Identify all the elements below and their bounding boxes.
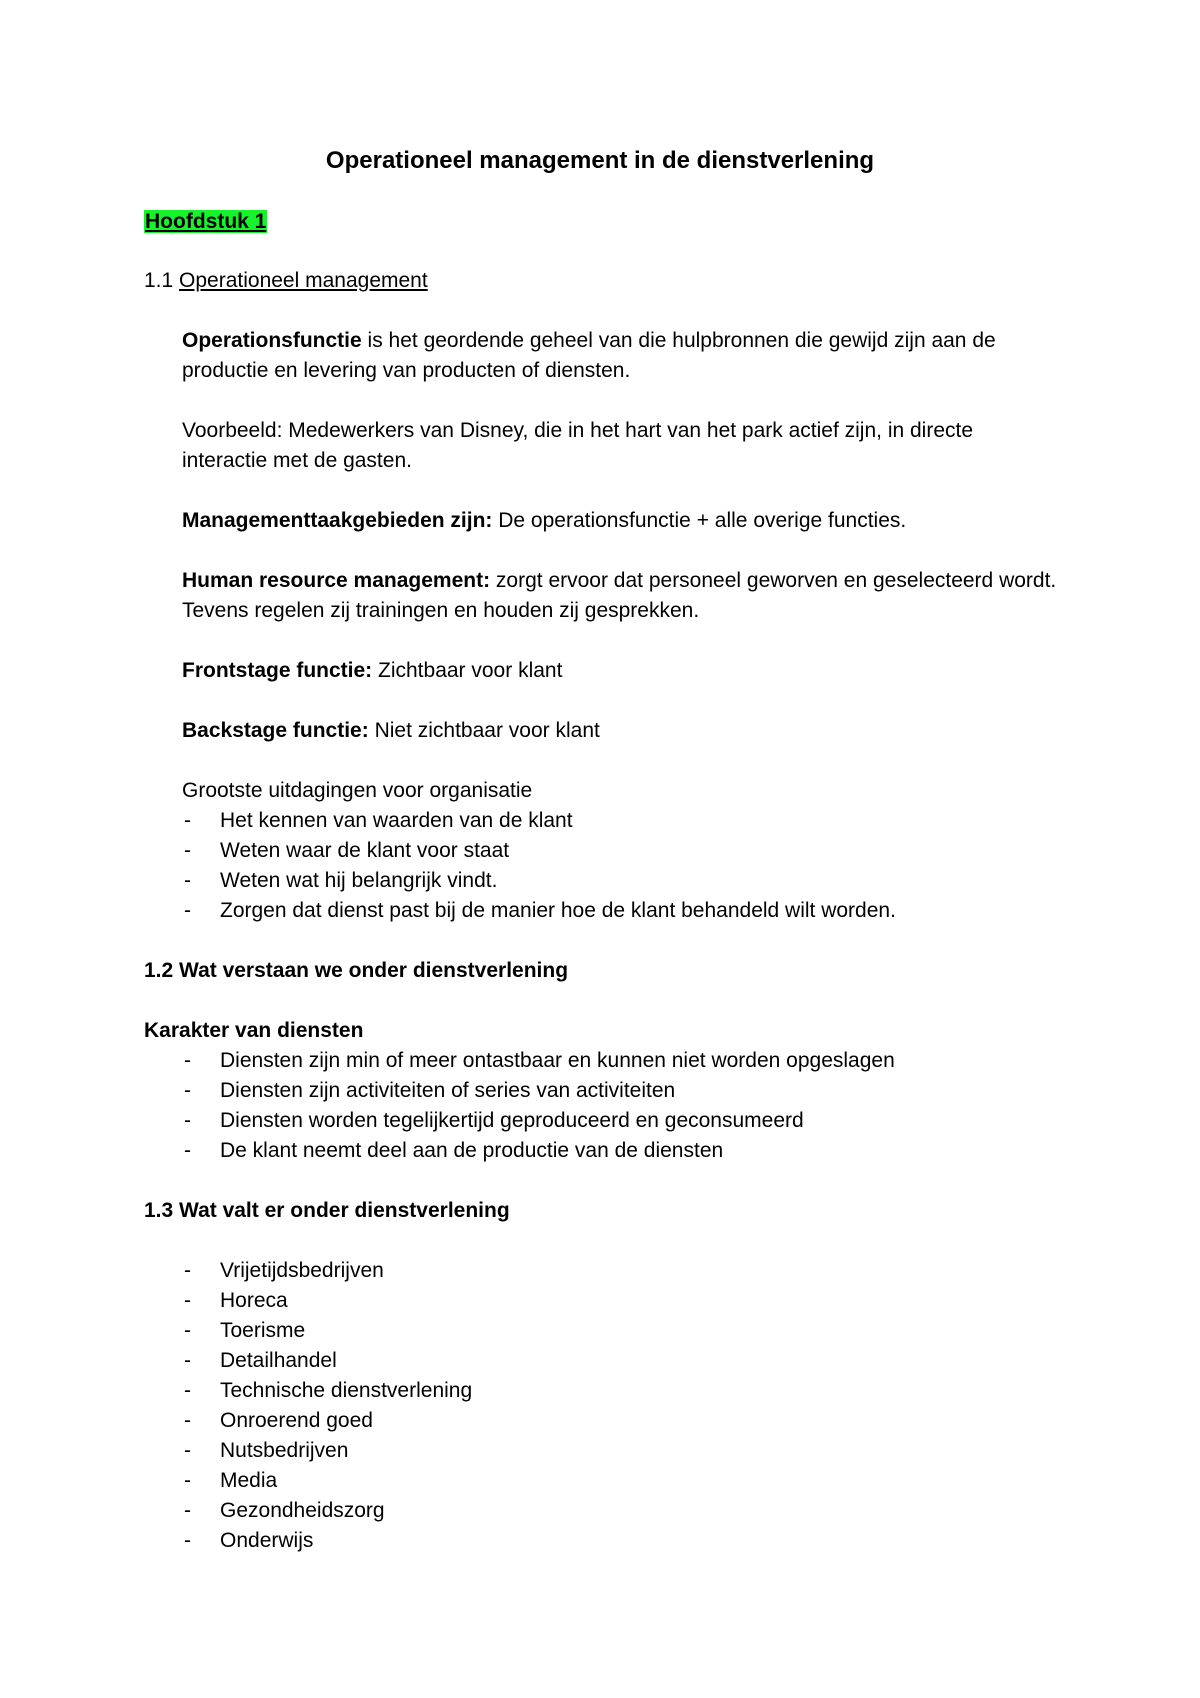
- list-item: - Nutsbedrijven: [184, 1436, 1060, 1466]
- backstage-paragraph: Backstage functie: Niet zichtbaar voor klant: [182, 719, 600, 742]
- karakter-list: [144, 1046, 1060, 1166]
- list-item: - Technische dienstverlening: [184, 1376, 1060, 1406]
- list-item: - Toerisme: [184, 1316, 1060, 1346]
- operationsfunctie-paragraph: Operationsfunctie is het geordende geheel van die hulpbronnen die gewijd zijn aan de productie en levering van producten of diensten.: [182, 329, 996, 382]
- list-item: - Zorgen dat dienst past bij de manier hoe de klant behandeld wilt worden.: [184, 896, 1060, 926]
- uitdagingen-list: [144, 806, 1060, 926]
- dienstverlening-list: [144, 1256, 1060, 1556]
- list-item: - Diensten zijn activiteiten of series van activiteiten: [184, 1076, 1060, 1106]
- list-item: - Detailhandel: [184, 1346, 1060, 1376]
- list-item: - Gezondheidszorg: [184, 1496, 1060, 1526]
- section-1-1-title: Operationeel management: [179, 269, 428, 292]
- chapter-heading: [144, 208, 267, 236]
- section-1-2-heading: 1.2 Wat verstaan we onder dienstverlening: [144, 959, 569, 982]
- list-item: - Vrijetijdsbedrijven: [184, 1256, 1060, 1286]
- list-item: - Horeca: [184, 1286, 1060, 1316]
- list-item: - Diensten zijn min of meer ontastbaar en kunnen niet worden opgeslagen: [184, 1046, 1060, 1076]
- list-item: - Het kennen van waarden van de klant: [184, 806, 1060, 836]
- list-item: - Onderwijs: [184, 1526, 1060, 1556]
- section-1-1-heading: 1.1 Operationeel management: [144, 269, 428, 292]
- chapter-highlight: Hoofdstuk 1: [145, 210, 267, 233]
- list-item: - Onroerend goed: [184, 1406, 1060, 1436]
- voorbeeld-paragraph: Voorbeeld: Medewerkers van Disney, die in het hart van het park actief zijn, in directe interactie met de gasten.: [182, 419, 974, 472]
- uitdagingen-heading: Grootste uitdagingen voor organisatie: [182, 779, 533, 802]
- section-1-3-heading: 1.3 Wat valt er onder dienstverlening: [144, 1199, 510, 1222]
- list-item: - Media: [184, 1466, 1060, 1496]
- list-item: - De klant neemt deel aan de productie van de diensten: [184, 1136, 1060, 1166]
- karakter-heading: Karakter van diensten: [144, 1019, 364, 1042]
- list-item: - Diensten worden tegelijkertijd geproduceerd en geconsumeerd: [184, 1106, 1060, 1136]
- list-item: - Weten wat hij belangrijk vindt.: [184, 866, 1060, 896]
- hrm-paragraph: Human resource management: zorgt ervoor dat personeel geworven en geselecteerd wordt. Tevens regelen zij trainingen en houden zij gesprekken.: [182, 569, 1057, 622]
- list-item: - Weten waar de klant voor staat: [184, 836, 1060, 866]
- managementtaakgebieden-paragraph: Managementtaakgebieden zijn: De operationsfunctie + alle overige functies.: [182, 509, 907, 532]
- document-body: [144, 266, 1060, 1556]
- document-title: Operationeel management in de dienstverlening: [325, 147, 875, 174]
- frontstage-paragraph: Frontstage functie: Zichtbaar voor klant: [182, 659, 563, 682]
